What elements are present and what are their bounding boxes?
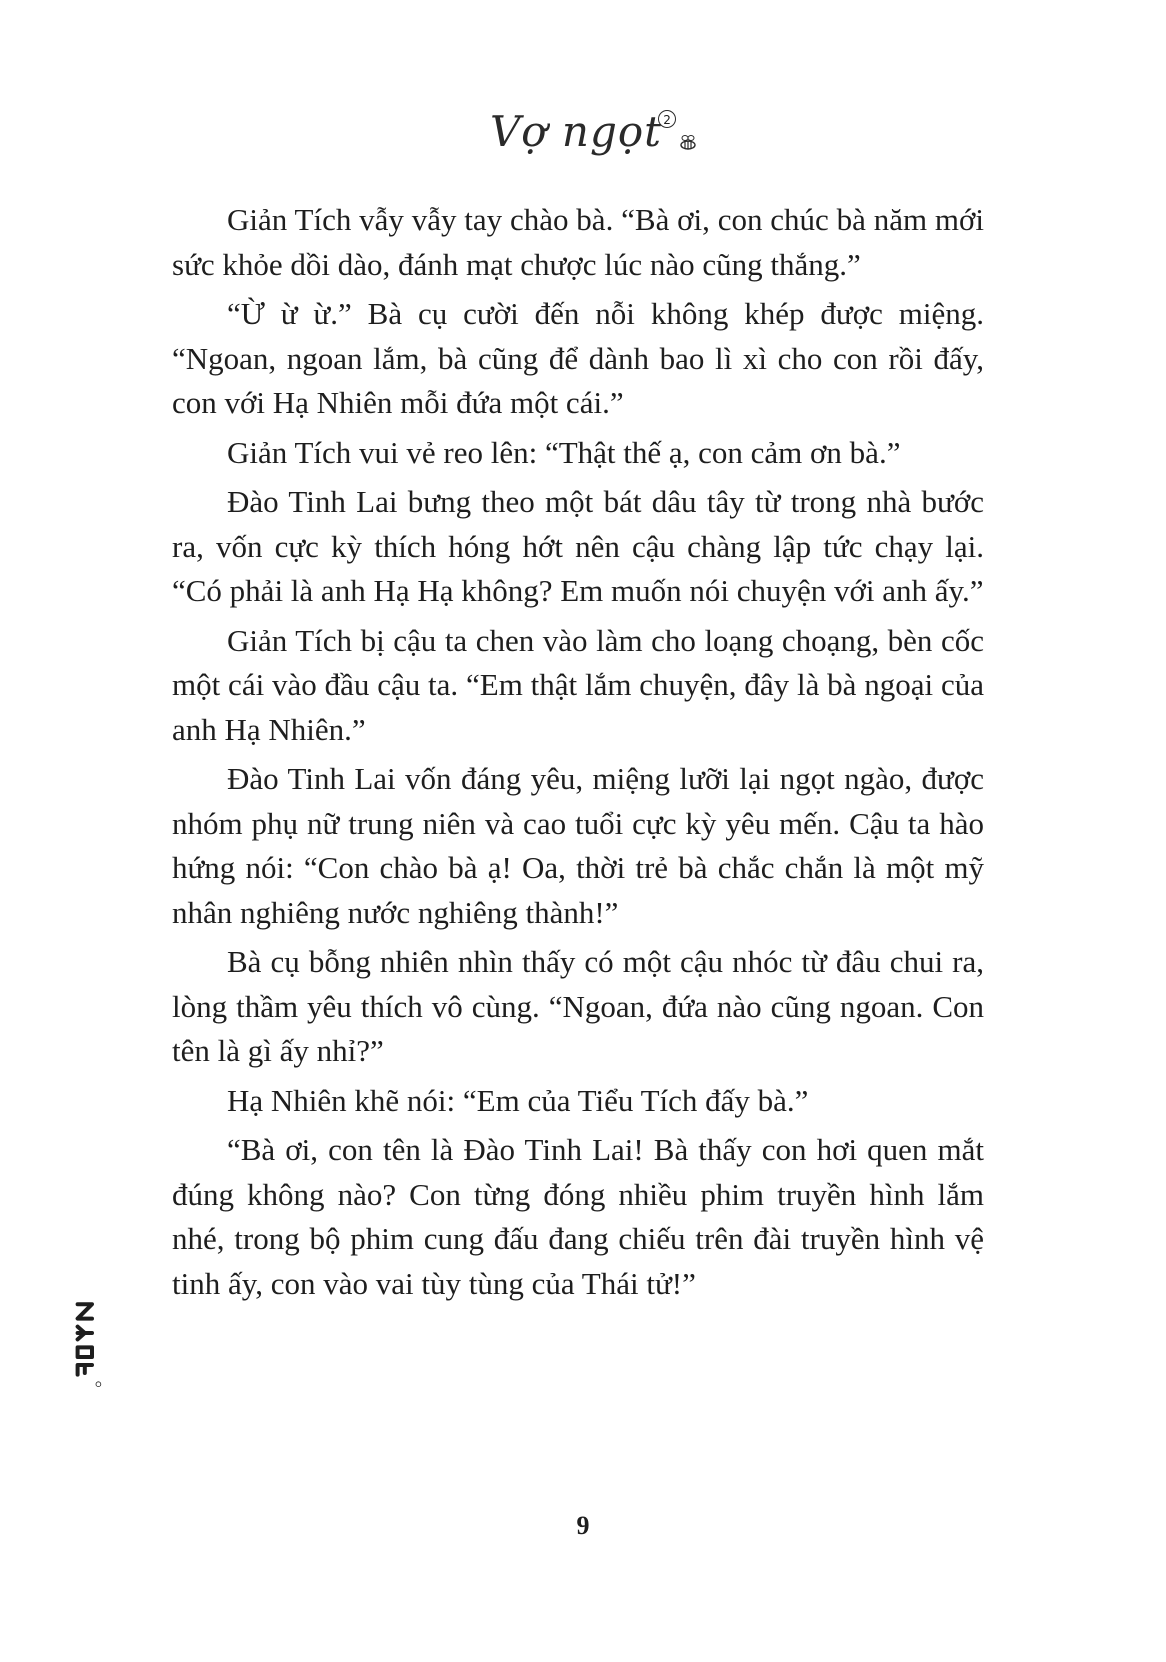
header-title-group: [490, 108, 676, 156]
bee-icon: [676, 134, 700, 152]
running-header: [0, 108, 1166, 156]
paragraph: “Bà ơi, con tên là Đào Tinh Lai! Bà thấy con hơi quen mắt đúng không nào? Con từng đóng nhiều phim truyền hình lắm nhé, trong bộ phim cung đấu đang chiếu trên đài truyền hình vệ tinh ấy, con vào vai tùy tùng của Thái tử!”: [172, 1132, 984, 1301]
paragraph: Giản Tích vẫy vẫy tay chào bà. “Bà ơi, con chúc bà năm mới sức khỏe dồi dào, đánh mạt chược lúc nào cũng thắng.”: [172, 202, 984, 282]
paragraph: Bà cụ bỗng nhiên nhìn thấy có một cậu nhóc từ đâu chui ra, lòng thầm yêu thích vô cùng. “Ngoan, đứa nào cũng ngoan. Con tên là gì ấy nhỉ?”: [172, 944, 984, 1068]
publisher-logo: [68, 1290, 108, 1400]
paragraph: “Ừ ừ ừ.” Bà cụ cười đến nỗi không khép được miệng. “Ngoan, ngoan lắm, bà cũng để dành bao lì xì cho con rồi đấy, con với Hạ Nhiên mỗi đứa một cái.”: [172, 296, 984, 420]
page-number: 9: [576, 1511, 590, 1540]
body-text: [172, 198, 984, 1311]
paragraph: Đào Tinh Lai bưng theo một bát dâu tây từ trong nhà bước ra, vốn cực kỳ thích hóng hớt nên cậu chàng lập tức chạy lại. “Có phải là anh Hạ Hạ không? Em muốn nói chuyện với anh ấy.”: [172, 484, 984, 608]
paragraph: Giản Tích bị cậu ta chen vào làm cho loạng choạng, bèn cốc một cái vào đầu cậu ta. “Em thật lắm chuyện, đây là bà ngoại của anh Hạ Nhiên.”: [172, 622, 984, 747]
book-title: Vợ ngọt: [489, 107, 663, 156]
paragraph: Giản Tích vui vẻ reo lên: “Thật thế ạ, con cảm ơn bà.”: [227, 434, 901, 470]
paragraph: Hạ Nhiên khẽ nói: “Em của Tiểu Tích đấy bà.”: [227, 1082, 809, 1118]
paragraph: Đào Tinh Lai vốn đáng yêu, miệng lưỡi lại ngọt ngào, được nhóm phụ nữ trung niên và cao tuổi cực kỳ yêu mến. Cậu ta hào hứng nói: “Con chào bà ạ! Oa, thời trẻ bà chắc chắn là một mỹ nhân nghiêng nước nghiêng thành!”: [172, 761, 984, 930]
volume-number-badge: 2: [658, 110, 676, 128]
